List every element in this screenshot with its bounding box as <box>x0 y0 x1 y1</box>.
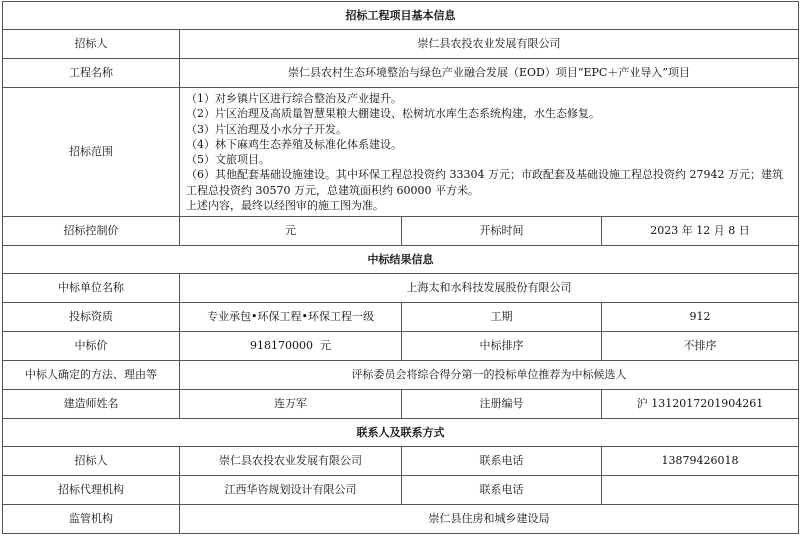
qualification-label: 投标资质 <box>3 303 180 332</box>
open-time-label: 开标时间 <box>402 217 602 246</box>
scope-label: 招标范围 <box>3 88 180 217</box>
period-label: 工期 <box>402 303 602 332</box>
table-row <box>3 447 799 476</box>
qualification-value: 专业承包•环保工程•环保工程一级 <box>180 303 402 332</box>
agency-label: 招标代理机构 <box>3 476 180 505</box>
agency-value: 江西华咨规划设计有限公司 <box>180 476 402 505</box>
section-title-project-info: 招标工程项目基本信息 <box>3 2 799 30</box>
open-time-value: 2023 年 12 月 8 日 <box>602 217 799 246</box>
table-row <box>3 332 799 361</box>
supervisor-value: 崇仁县住房和城乡建设局 <box>180 505 799 534</box>
tender-info-table <box>2 1 799 534</box>
table-row <box>3 505 799 534</box>
rank-value: 不排序 <box>602 332 799 361</box>
table-row <box>3 390 799 419</box>
section-title-contact-info: 联系人及联系方式 <box>3 419 799 447</box>
project-name-label: 工程名称 <box>3 59 180 88</box>
project-name-value: 崇仁县农村生态环境整治与绿色产业融合发展（EOD）项目“EPC＋产业导入”项目 <box>180 59 799 88</box>
table-row <box>3 217 799 246</box>
tenderer-label: 招标人 <box>3 30 180 59</box>
registration-label: 注册编号 <box>402 390 602 419</box>
control-price-label: 招标控制价 <box>3 217 180 246</box>
method-value: 评标委员会将综合得分第一的投标单位推荐为中标候选人 <box>180 361 799 390</box>
agency-phone-label: 联系电话 <box>402 476 602 505</box>
table-row <box>3 30 799 59</box>
tenderer-value: 崇仁县农投农业发展有限公司 <box>180 30 799 59</box>
architect-label: 建造师姓名 <box>3 390 180 419</box>
contact-tenderer-value: 崇仁县农投农业发展有限公司 <box>180 447 402 476</box>
scope-line: 上述内容，最终以经图审的施工图为准。 <box>186 199 384 213</box>
section-title-result-info: 中标结果信息 <box>3 246 799 274</box>
scope-line: （1）对乡镇片区进行综合整治及产业提升。 <box>186 92 402 105</box>
architect-value: 连万军 <box>180 390 402 419</box>
agency-phone-value <box>602 476 799 505</box>
table-row <box>3 476 799 505</box>
scope-line: （5）文旅项目。 <box>186 153 270 167</box>
scope-line: （4）林下麻鸡生态养殖及标准化体系建设。 <box>186 137 402 151</box>
contact-tenderer-label: 招标人 <box>3 447 180 476</box>
method-label: 中标人确定的方法、理由等 <box>3 361 180 390</box>
bid-price-label: 中标价 <box>3 332 180 361</box>
table-row <box>3 274 799 303</box>
registration-value: 沪 1312017201904261 <box>602 390 799 419</box>
scope-line: （3）片区治理及小水分子开发。 <box>186 122 347 136</box>
period-value: 912 <box>602 303 799 332</box>
scope-line: （2）片区治理及高质量智慧果粮大棚建设、松树坑水库生态系统构建，水生态修复。 <box>186 107 600 121</box>
section-header-row <box>3 2 799 30</box>
section-header-row <box>3 246 799 274</box>
table-row <box>3 59 799 88</box>
scope-value <box>180 88 799 217</box>
tenderer-phone-label: 联系电话 <box>402 447 602 476</box>
winner-value: 上海太和水科技发展股份有限公司 <box>180 274 799 303</box>
table-row <box>3 88 799 217</box>
control-price-value: 元 <box>180 217 402 246</box>
supervisor-label: 监管机构 <box>3 505 180 534</box>
table-row <box>3 303 799 332</box>
rank-label: 中标排序 <box>402 332 602 361</box>
scope-line: （6）其他配套基础设施建设。其中环保工程总投资约 33304 万元；市政配套及基础设施工程总投资约 27942 万元；建筑工程总投资约 30570 万元，总建筑面积约 60000 平方米。 <box>186 168 783 197</box>
winner-label: 中标单位名称 <box>3 274 180 303</box>
tenderer-phone-value: 13879426018 <box>602 447 799 476</box>
bid-price-value: 918170000 元 <box>180 332 402 361</box>
table-row <box>3 361 799 390</box>
section-header-row <box>3 419 799 447</box>
